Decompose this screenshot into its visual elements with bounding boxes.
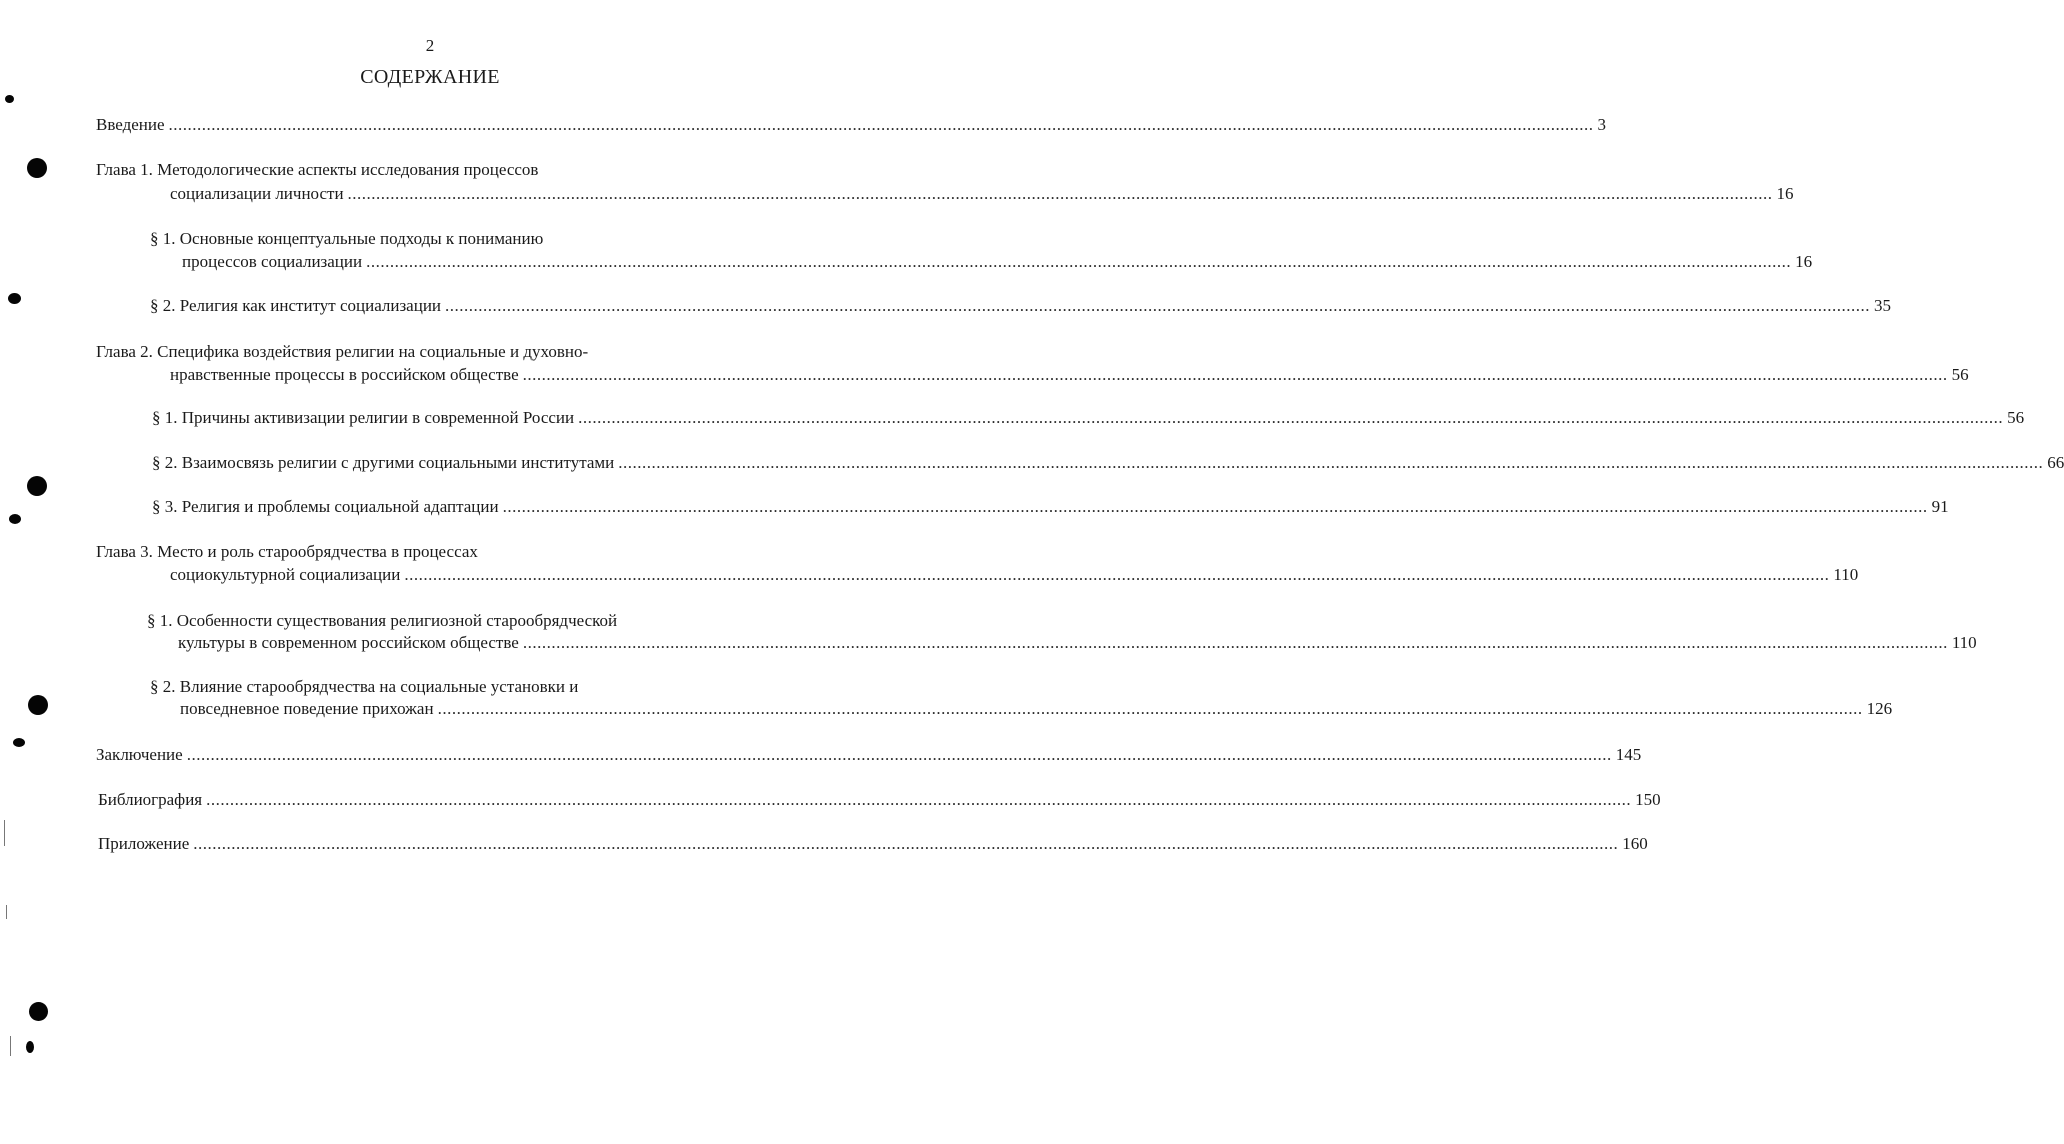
scan-edge-mark xyxy=(6,905,7,919)
toc-entry-label: § 3. Религия и проблемы социальной адаптации xyxy=(152,497,499,516)
toc-entry-page: 56 xyxy=(1951,365,1969,384)
toc-section-3-1-title-line1: § 1. Особенности существования религиозной старообрядческой xyxy=(147,611,618,630)
punch-hole-mark xyxy=(5,95,14,103)
toc-entry-label: Заключение xyxy=(96,745,183,764)
toc-section-3-1: культуры в современном российском обществе ............................................................................................................................................................................................................................................................................................................ 110 xyxy=(178,633,1977,652)
toc-section-1-1-title-line1: § 1. Основные концептуальные подходы к пониманию xyxy=(150,229,544,248)
punch-hole-mark xyxy=(29,1002,48,1021)
toc-entry-label: социализации личности xyxy=(170,184,344,203)
toc-entry-label: нравственные процессы в российском обществе xyxy=(170,365,519,384)
punch-hole-mark xyxy=(28,695,48,715)
punch-hole-mark xyxy=(13,738,25,747)
toc-section-3-2-title-line1: § 2. Влияние старообрядчества на социальные установки и xyxy=(150,677,579,696)
toc-entry-label: повседневное поведение прихожан xyxy=(180,699,434,718)
toc-chapter-1-title-line1: Глава 1. Методологические аспекты исследования процессов xyxy=(96,160,539,179)
toc-entry-label: Введение xyxy=(96,115,165,134)
toc-section-2-2: § 2. Взаимосвязь религии с другими социальными институтами ............................................................................................................................................................................................................................................................................................................ 66 xyxy=(152,453,2064,472)
toc-entry-conclusion: Заключение ............................................................................................................................................................................................................................................................................................................ 145 xyxy=(96,745,1642,764)
toc-entry-page: 126 xyxy=(1866,699,1893,718)
toc-chapter-2: нравственные процессы в российском обществе ............................................................................................................................................................................................................................................................................................................ 56 xyxy=(170,365,1969,384)
toc-chapter-1: социализации личности ............................................................................................................................................................................................................................................................................................................ 16 xyxy=(170,184,1794,203)
punch-hole-mark xyxy=(26,1041,34,1053)
toc-entry-page: 160 xyxy=(1622,834,1648,853)
toc-chapter-3: социокультурной социализации ............................................................................................................................................................................................................................................................................................................ 110 xyxy=(170,565,1859,584)
toc-chapter-3-title-line1: Глава 3. Место и роль старообрядчества в процессах xyxy=(96,542,478,561)
toc-entry-page: 35 xyxy=(1874,296,1892,315)
toc-entry-label: Библиография xyxy=(98,790,203,809)
scan-edge-mark xyxy=(10,1036,11,1056)
toc-entry-label: социокультурной социализации xyxy=(170,565,401,584)
toc-entry-label: процессов социализации xyxy=(182,252,363,271)
toc-entry-appendix: Приложение ............................................................................................................................................................................................................................................................................................................ 160 xyxy=(98,834,1648,853)
toc-entry-label: § 2. Взаимосвязь религии с другими социальными институтами xyxy=(152,453,615,472)
toc-entry-label: § 2. Религия как институт социализации xyxy=(150,296,442,315)
toc-entry-label: культуры в современном российском обществе xyxy=(178,633,519,652)
toc-section-1-2: § 2. Религия как институт социализации ............................................................................................................................................................................................................................................................................................................ 35 xyxy=(150,296,1892,315)
toc-entry-page: 16 xyxy=(1795,252,1813,271)
toc-section-2-3: § 3. Религия и проблемы социальной адаптации ............................................................................................................................................................................................................................................................................................................ 91 xyxy=(152,497,1949,516)
toc-entry-page: 110 xyxy=(1833,565,1859,584)
toc-entry-page: 145 xyxy=(1615,745,1642,764)
scan-edge-mark xyxy=(4,820,5,846)
toc-entry-bibliography: Библиография ............................................................................................................................................................................................................................................................................................................ 150 xyxy=(98,790,1661,809)
toc-entry-page: 56 xyxy=(2007,408,2025,427)
punch-hole-mark xyxy=(9,514,21,524)
page-title: СОДЕРЖАНИЕ xyxy=(360,66,500,88)
punch-hole-mark xyxy=(27,158,47,178)
punch-hole-mark xyxy=(27,476,47,496)
toc-entry-label: Приложение xyxy=(98,834,190,853)
toc-entry-intro: Введение ............................................................................................................................................................................................................................................................................................................ 3 xyxy=(96,115,1607,134)
toc-section-3-2: повседневное поведение прихожан ............................................................................................................................................................................................................................................................................................................ 126 xyxy=(180,699,1893,718)
toc-section-2-1: § 1. Причины активизации религии в современной России ............................................................................................................................................................................................................................................................................................................ 56 xyxy=(152,408,2025,427)
page-number: 2 xyxy=(425,36,435,55)
toc-entry-page: 66 xyxy=(2047,453,2064,472)
toc-entry-label: § 1. Причины активизации религии в современной России xyxy=(152,408,575,427)
toc-entry-page: 16 xyxy=(1776,184,1794,203)
toc-entry-page: 110 xyxy=(1951,633,1977,652)
toc-chapter-2-title-line1: Глава 2. Специфика воздействия религии на социальные и духовно- xyxy=(96,342,589,361)
toc-entry-page: 150 xyxy=(1635,790,1661,809)
toc-entry-page: 3 xyxy=(1597,115,1607,134)
toc-entry-page: 91 xyxy=(1931,497,1949,516)
punch-hole-mark xyxy=(8,293,21,304)
toc-section-1-1: процессов социализации ............................................................................................................................................................................................................................................................................................................ 16 xyxy=(182,252,1813,271)
